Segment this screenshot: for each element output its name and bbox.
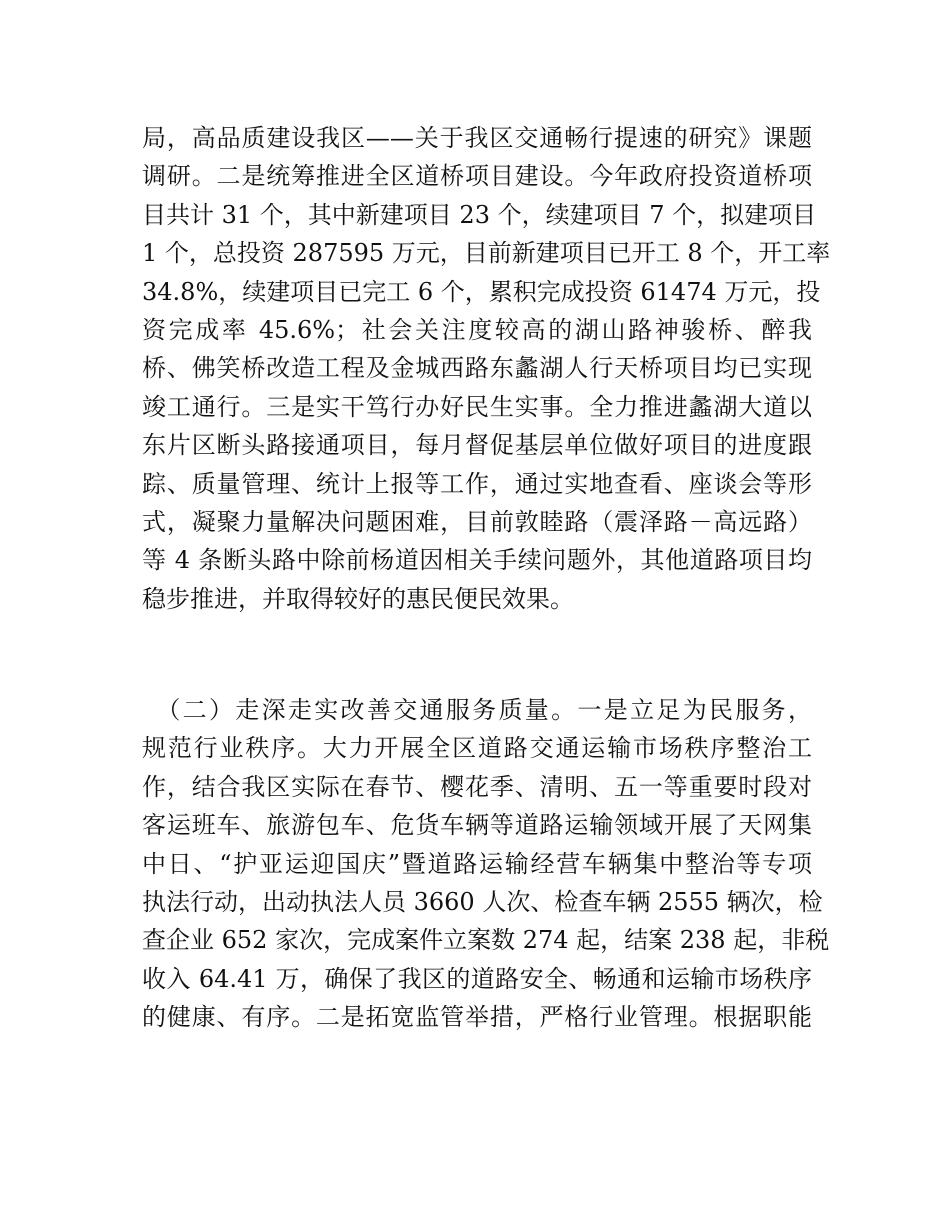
text-line: 中日、“护亚运迎国庆”暨道路运输经营车辆集中整治等专项: [142, 849, 812, 878]
text-line: 桥、佛笑桥改造工程及金城西路东蠡湖人行天桥项目均已实现: [142, 354, 812, 383]
text-line: 调研。二是统筹推进全区道桥项目建设。今年政府投资道桥项: [142, 162, 812, 191]
text-line: 式，凝聚力量解决问题困难，目前敦睦路（震泽路－高远路）: [142, 507, 812, 536]
text-line: 作，结合我区实际在春节、樱花季、清明、五一等重要时段对: [142, 772, 812, 801]
text-line: 1 个，总投资 287595 万元，目前新建项目已开工 8 个，开工率: [142, 239, 831, 268]
text-line: 客运班车、旅游包车、危货车辆等道路运输领域开展了天网集: [142, 811, 812, 840]
text-line: 稳步推进，并取得较好的惠民便民效果。: [142, 584, 574, 613]
text-line: 目共计 31 个，其中新建项目 23 个，续建项目 7 个，拟建项目: [142, 200, 817, 229]
text-line: 规范行业秩序。大力开展全区道路交通运输市场秩序整治工: [142, 734, 812, 763]
section-heading-line: （二）走深走实改善交通服务质量。一是立足为民服务，: [142, 696, 812, 724]
paragraph-road-bridge-projects: [142, 119, 831, 618]
text-line: 局，高品质建设我区——关于我区交通畅行提速的研究》课题: [142, 124, 812, 152]
text-line: 竣工通行。三是实干笃行办好民生实事。全力推进蠡湖大道以: [142, 392, 812, 421]
text-line: 的健康、有序。二是拓宽监管举措，严格行业管理。根据职能: [142, 1003, 812, 1032]
text-line: 踪、质量管理、统计上报等工作，通过实地查看、座谈会等形: [142, 469, 812, 498]
text-line: 查企业 652 家次，完成案件立案数 274 起，结案 238 起，非税: [142, 926, 830, 955]
text-line: 执法行动，出动执法人员 3660 人次、检查车辆 2555 辆次，检: [142, 887, 823, 916]
text-line: 资完成率 45.6%；社会关注度较高的湖山路神骏桥、醉我: [142, 315, 812, 344]
text-line: 34.8%，续建项目已完工 6 个，累积完成投资 61474 万元，投: [142, 277, 821, 306]
text-line: 东片区断头路接通项目，每月督促基层单位做好项目的进度跟: [142, 431, 812, 460]
paragraph-traffic-service-quality: [142, 691, 830, 1037]
text-line: 等 4 条断头路中除前杨道因相关手续问题外，其他道路项目均: [142, 546, 812, 575]
text-line: 收入 64.41 万，确保了我区的道路安全、畅通和运输市场秩序: [142, 964, 812, 993]
